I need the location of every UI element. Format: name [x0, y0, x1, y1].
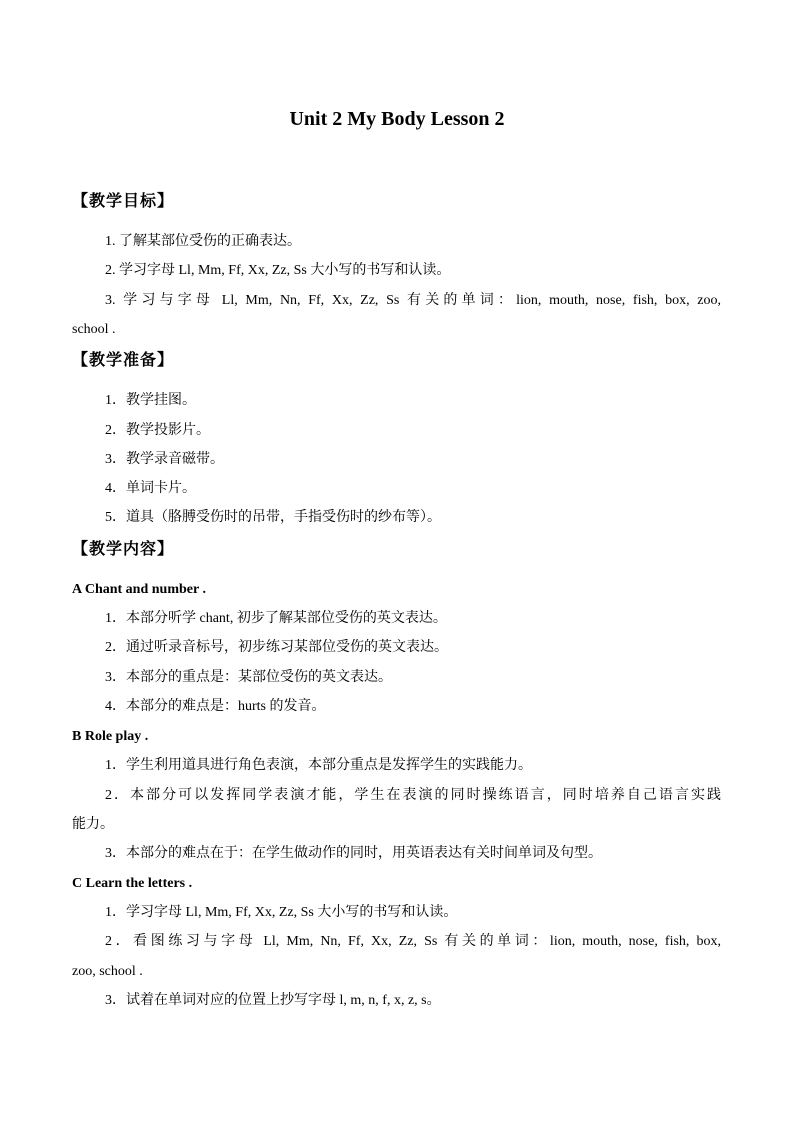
part-a-item: 4．本部分的难点是：hurts 的发音。 [105, 699, 326, 714]
part-b-item-continuation: 能力。 [72, 817, 114, 832]
document-title: Unit 2 My Body Lesson 2 [289, 108, 505, 130]
heading-objectives: 【教学目标】 [72, 193, 175, 210]
part-b-title: B Role play . [72, 729, 149, 744]
heading-content: 【教学内容】 [72, 541, 175, 558]
part-b-item: 1．学生利用道具进行角色表演，本部分重点是发挥学生的实践能力。 [105, 758, 532, 773]
objective-item: 2. 学习字母 Ll, Mm, Ff, Xx, Zz, Ss 大小写的书写和认读。 [105, 263, 451, 278]
heading-preparation: 【教学准备】 [72, 352, 175, 369]
objective-item: 1. 了解某部位受伤的正确表达。 [105, 234, 301, 249]
objective-item-continuation: school . [72, 322, 116, 337]
part-b-item: 2．本部分可以发挥同学表演才能，学生在表演的同时操练语言，同时培养自己语言实践 [105, 788, 721, 803]
preparation-item: 1．教学挂图。 [105, 393, 196, 408]
part-c-item-continuation: zoo, school . [72, 964, 143, 979]
preparation-item: 3．教学录音磁带。 [105, 452, 224, 467]
part-a-item: 1．本部分听学 chant, 初步了解某部位受伤的英文表达。 [105, 611, 447, 626]
part-a-title: A Chant and number . [72, 582, 206, 597]
objective-item: 3. 学习与字母 Ll, Mm, Nn, Ff, Xx, Zz, Ss 有关的单词：lion, mouth, nose, fish, box, zoo, [105, 293, 721, 308]
preparation-item: 2．教学投影片。 [105, 423, 210, 438]
part-c-title: C Learn the letters . [72, 876, 193, 891]
part-c-item: 1．学习字母 Ll, Mm, Ff, Xx, Zz, Ss 大小写的书写和认读。 [105, 905, 458, 920]
preparation-item: 4．单词卡片。 [105, 481, 196, 496]
part-c-item: 2．看图练习与字母 Ll, Mm, Nn, Ff, Xx, Zz, Ss 有关的单词：lion, mouth, nose, fish, box, [105, 934, 721, 949]
preparation-item: 5．道具（胳膊受伤时的吊带，手指受伤时的纱布等）。 [105, 510, 441, 525]
part-a-item: 3．本部分的重点是：某部位受伤的英文表达。 [105, 670, 392, 685]
part-b-item: 3．本部分的难点在于：在学生做动作的同时，用英语表达有关时间单词及句型。 [105, 846, 602, 861]
part-a-item: 2．通过听录音标号，初步练习某部位受伤的英文表达。 [105, 640, 448, 655]
part-c-item: 3．试着在单词对应的位置上抄写字母 l, m, n, f, x, z, s。 [105, 993, 441, 1008]
